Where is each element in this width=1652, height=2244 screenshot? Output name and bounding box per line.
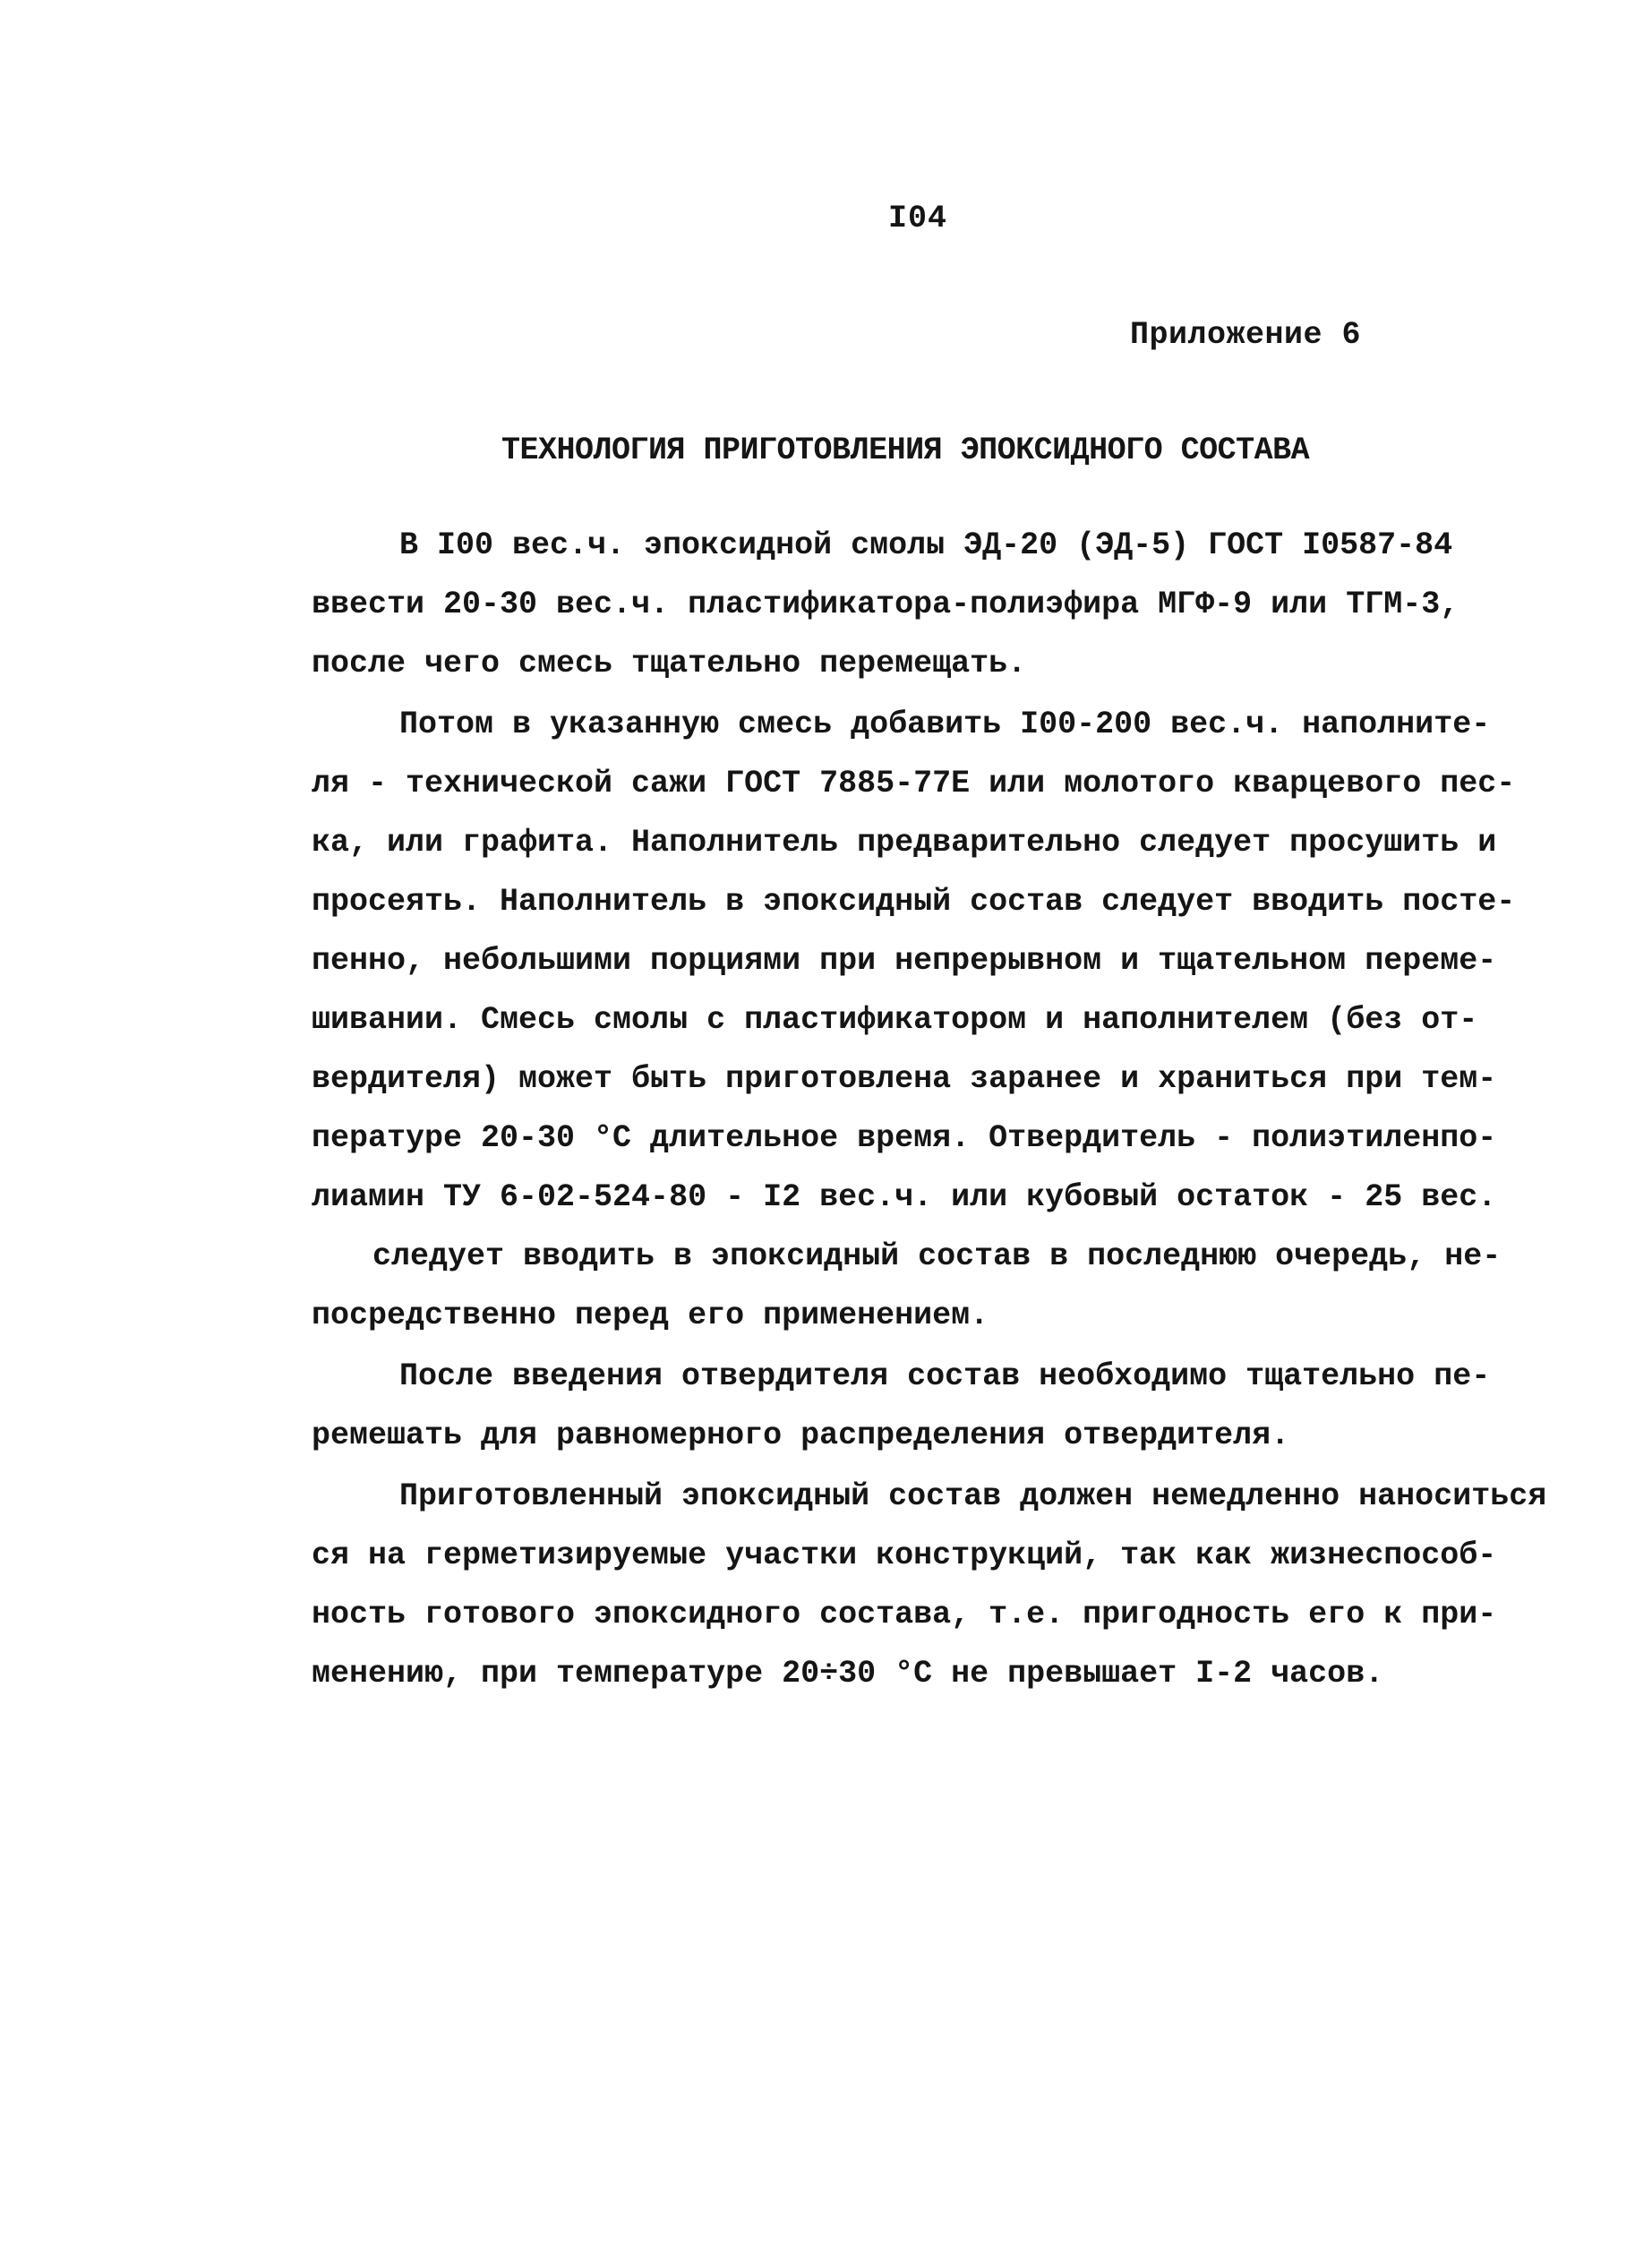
text-line: ля - технической сажи ГОСТ 7885-77Е или молотого кварцевого пес- xyxy=(312,766,1516,801)
text-line: лиамин ТУ 6-02-524-80 - I2 вес.ч. или кубовый остаток - 25 вес. xyxy=(312,1179,1497,1215)
text-line: Приготовленный эпоксидный состав должен немедленно наноситься xyxy=(399,1478,1547,1514)
text-line: посредственно перед его применением. xyxy=(312,1298,989,1333)
text-line: ность готового эпоксидного состава, т.е. пригодность его к при- xyxy=(312,1597,1497,1632)
text-line: ка, или графита. Наполнитель предварительно следует просушить и xyxy=(312,825,1497,861)
text-line: пературе 20-30 °С длительное время. Отвердитель - полиэтиленпо- xyxy=(312,1120,1497,1156)
text-line: ся на герметизируемые участки конструкций, так как жизнеспособ- xyxy=(312,1537,1497,1573)
text-line: Потом в указанную смесь добавить I00-200 вес.ч. наполните- xyxy=(399,707,1491,742)
text-line: просеять. Наполнитель в эпоксидный состав следует вводить посте- xyxy=(312,884,1516,920)
section-title: ТЕХНОЛОГИЯ ПРИГОТОВЛЕНИЯ ЭПОКСИДНОГО СОСТАВА xyxy=(501,433,1310,468)
text-line: После введения отвердителя состав необходимо тщательно пе- xyxy=(399,1358,1491,1394)
text-line: ремешать для равномерного распределения отвердителя. xyxy=(312,1417,1290,1453)
text-line: шивании. Смесь смолы с пластификатором и наполнителем (без от- xyxy=(312,1002,1478,1038)
page-number: I04 xyxy=(888,201,948,236)
text-line: вердителя) может быть приготовлена заранее и храниться при тем- xyxy=(312,1061,1497,1097)
text-line: после чего смесь тщательно перемещать. xyxy=(312,646,1027,681)
text-line: следует вводить в эпоксидный состав в последнюю очередь, не- xyxy=(372,1238,1502,1274)
appendix-label: Приложение 6 xyxy=(1130,317,1362,353)
text-line: пенно, небольшими порциями при непрерывном и тщательном переме- xyxy=(312,943,1497,979)
text-line: В I00 вес.ч. эпоксидной смолы ЭД-20 (ЭД-5) ГОСТ I0587-84 xyxy=(399,527,1453,563)
text-line: менению, при температуре 20÷30 °С не превышает I-2 часов. xyxy=(312,1656,1384,1692)
text-line: ввести 20-30 вес.ч. пластификатора-полиэфира МГФ-9 или ТГМ-3, xyxy=(312,587,1459,622)
